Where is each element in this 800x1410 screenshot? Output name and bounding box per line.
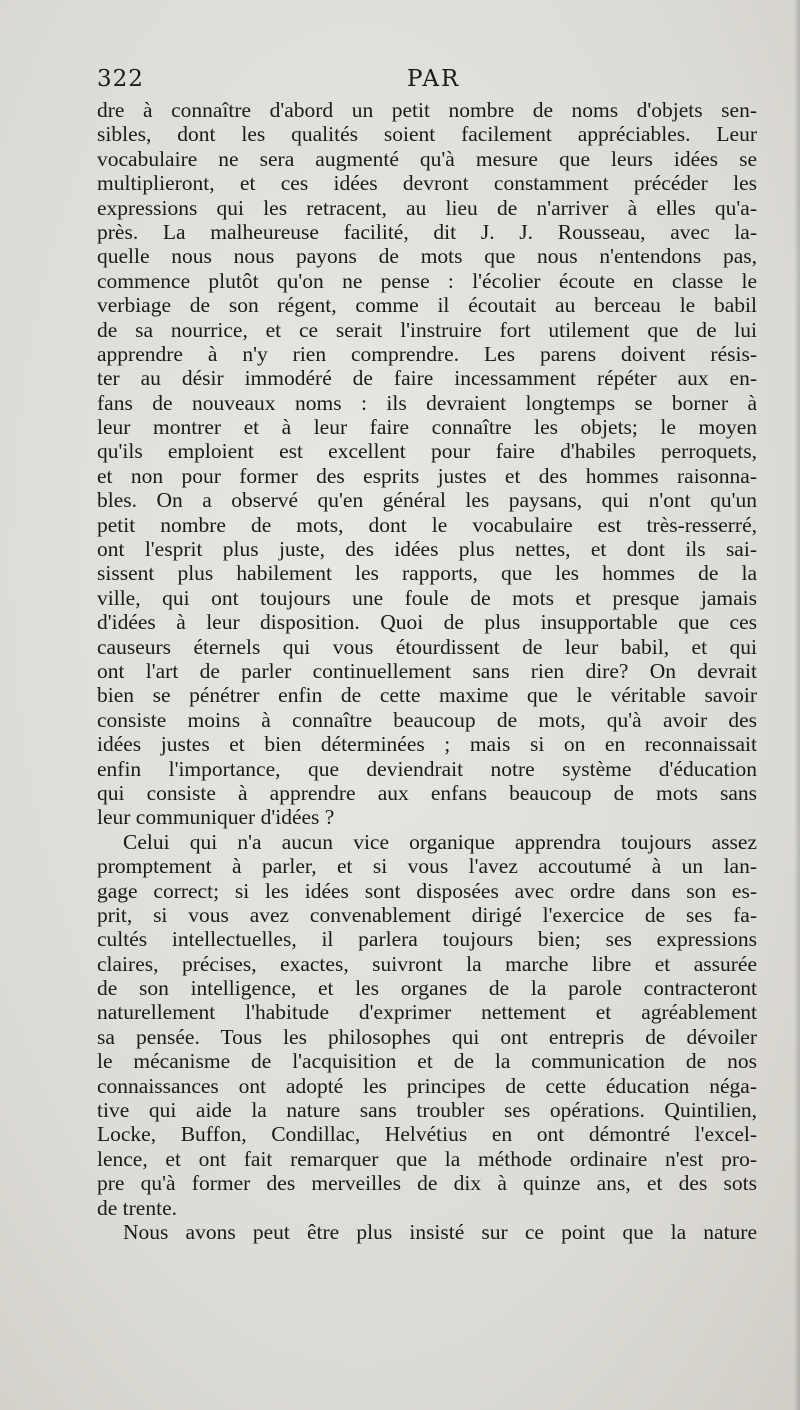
- text-line: Nous avons peut être plus insisté sur ce point que la nature: [123, 1219, 757, 1244]
- text-line: bien se pénétrer enfin de cette maxime que le véritable savoir: [97, 683, 757, 708]
- text-line: quelle nous nous payons de mots que nous n'entendons pas,: [97, 244, 757, 269]
- text-line: Locke, Buffon, Condillac, Helvétius en ont démontré l'excel-: [97, 1122, 757, 1147]
- text-line: leur communiquer d'idées ?: [97, 805, 335, 830]
- text-line: petit nombre de mots, dont le vocabulaire est très-resserré,: [97, 512, 757, 537]
- text-line: prit, si vous avez convenablement dirigé l'exercice de ses fa-: [97, 902, 757, 927]
- text-line: promptement à parler, et si vous l'avez accoutumé à un lan-: [97, 854, 757, 879]
- text-line: leur montrer et à leur faire connaître les objets; le moyen: [97, 415, 757, 440]
- page-number: 322: [97, 66, 144, 92]
- text-line: le mécanisme de l'acquisition et de la communication de nos: [97, 1049, 757, 1074]
- text-line: pre qu'à former des merveilles de dix à quinze ans, et des sots: [97, 1171, 757, 1196]
- running-head: PAR: [407, 66, 461, 92]
- text-line: ter au désir immodéré de faire incessamment répéter aux en-: [97, 366, 757, 391]
- paragraph: [97, 1220, 757, 1244]
- text-line: de sa nourrice, et ce serait l'instruire fort utilement que de lui: [97, 317, 757, 342]
- text-line: et non pour former des esprits justes et des hommes raisonna-: [97, 463, 757, 488]
- text-line: lence, et ont fait remarquer que la méthode ordinaire n'est pro-: [97, 1146, 757, 1171]
- text-line: connaissances ont adopté les principes de cette éducation néga-: [97, 1073, 757, 1098]
- text-line: qu'ils emploient est excellent pour faire d'habiles perroquets,: [97, 439, 757, 464]
- text-line: de trente.: [97, 1195, 177, 1220]
- text-line: près. La malheureuse facilité, dit J. J. Rousseau, avec la-: [97, 219, 757, 244]
- text-line: de son intelligence, et les organes de la parole contracteront: [97, 976, 757, 1001]
- text-line: vocabulaire ne sera augmenté qu'à mesure que leurs idées se: [97, 146, 757, 171]
- text-line: qui consiste à apprendre aux enfans beaucoup de mots sans: [97, 780, 757, 805]
- text-line: dre à connaître d'abord un petit nombre de noms d'objets sen-: [97, 98, 757, 122]
- text-line: naturellement l'habitude d'exprimer nettement et agréablement: [97, 1000, 757, 1025]
- text-line: causeurs éternels qui vous étourdissent de leur babil, et qui: [97, 634, 757, 659]
- text-line: cultés intellectuelles, il parlera toujours bien; ses expressions: [97, 927, 757, 952]
- text-line: verbiage de son régent, comme il écoutait au berceau le babil: [97, 293, 757, 318]
- text-line: expressions qui les retracent, au lieu de n'arriver à elles qu'a-: [97, 195, 757, 220]
- text-line: ville, qui ont toujours une foule de mots et presque jamais: [97, 585, 757, 610]
- text-line: multiplieront, et ces idées devront constamment précéder les: [97, 171, 757, 196]
- body-text: [97, 98, 757, 1244]
- page-header: [97, 66, 757, 100]
- text-line: ont l'esprit plus juste, des idées plus nettes, et dont ils sai-: [97, 537, 757, 562]
- page-edge-shadow: [794, 0, 800, 1410]
- text-line: apprendre à n'y rien comprendre. Les parens doivent résis-: [97, 341, 757, 366]
- text-line: commence plutôt qu'on ne pense : l'écolier écoute en classe le: [97, 268, 757, 293]
- text-line: enfin l'importance, que deviendrait notre système d'éducation: [97, 756, 757, 781]
- text-line: sissent plus habilement les rapports, que les hommes de la: [97, 561, 757, 586]
- text-line: Celui qui n'a aucun vice organique apprendra toujours assez: [123, 829, 757, 854]
- text-line: fans de nouveaux noms : ils devraient longtemps se borner à: [97, 390, 757, 415]
- text-line: tive qui aide la nature sans troubler ses opérations. Quintilien,: [97, 1098, 757, 1123]
- text-line: bles. On a observé qu'en général les paysans, qui n'ont qu'un: [97, 488, 757, 513]
- text-line: gage correct; si les idées sont disposées avec ordre dans son es-: [97, 878, 757, 903]
- text-line: sibles, dont les qualités soient facilement appréciables. Leur: [97, 122, 757, 147]
- paragraph: [97, 98, 757, 830]
- text-line: sa pensée. Tous les philosophes qui ont entrepris de dévoiler: [97, 1024, 757, 1049]
- text-line: ont l'art de parler continuellement sans rien dire? On devrait: [97, 658, 757, 683]
- paragraph: [97, 830, 757, 1220]
- text-line: idées justes et bien déterminées ; mais si on en reconnaissait: [97, 732, 757, 757]
- text-line: consiste moins à connaître beaucoup de mots, qu'à avoir des: [97, 707, 757, 732]
- text-line: d'idées à leur disposition. Quoi de plus insupportable que ces: [97, 610, 757, 635]
- text-line: claires, précises, exactes, suivront la marche libre et assurée: [97, 951, 757, 976]
